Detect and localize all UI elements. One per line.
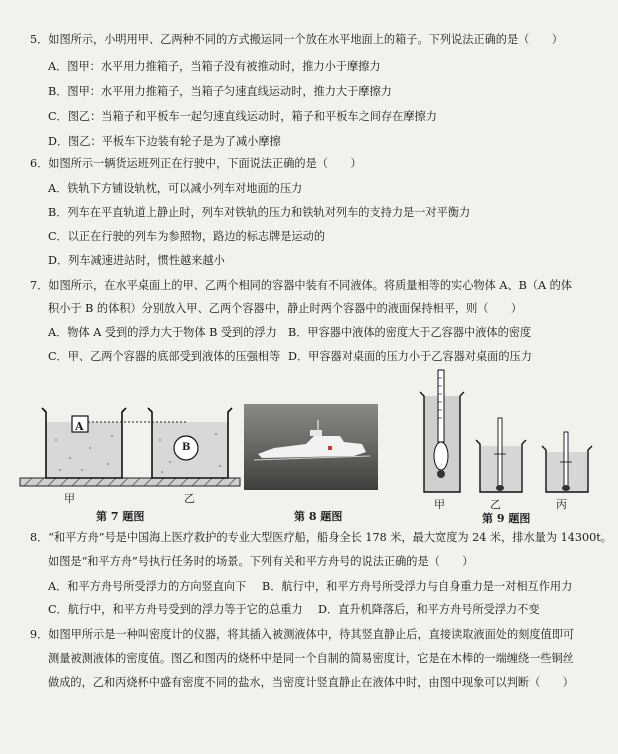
- q6-option-c: C．以正在行驶的列车为参照物，路边的标志牌是运动的: [48, 230, 326, 243]
- q7-option-a: A．物体 A 受到的浮力大于物体 B 受到的浮力: [48, 326, 277, 339]
- figure-9-densimeters: [412, 370, 608, 500]
- q6-option-b: B．列车在平直轨道上静止时，列车对铁轨的压力和铁轨对列车的支持力是一对平衡力: [48, 206, 471, 219]
- q6-option-d: D．列车减速进站时，惯性越来越小: [48, 254, 225, 267]
- q8-option-a: A．和平方舟号所受浮力的方向竖直向下: [48, 580, 247, 593]
- q7-option-c: C．甲、乙两个容器的底部受到液体的压强相等: [48, 350, 281, 363]
- figure-7-beakers: [20, 400, 240, 495]
- fig9-label-yi: 乙: [490, 498, 501, 511]
- q9-line3: 做成的，乙和丙烧杯中盛有密度不同的盐水，当密度计竖直静止在液体中时，由图中现象可以判断（ ）: [48, 676, 574, 689]
- fig9-label-bing: 丙: [556, 498, 567, 511]
- fig7-caption: 第 7 题图: [96, 510, 145, 523]
- q7-option-d: D．甲容器对桌面的压力小于乙容器对桌面的压力: [288, 350, 532, 363]
- q7-stem-line2: 积小于 B 的体积）分别放入甲、乙两个容器中，静止时两个容器中的液面保持相平，则（ ）: [48, 302, 523, 315]
- fig8-caption: 第 8 题图: [294, 510, 343, 523]
- q9-line1: 9．如图甲所示是一种叫密度计的仪器，将其插入被测液体中，待其竖直静止后，直接读取液面处的刻度值即可: [30, 628, 575, 641]
- fig9-caption: 第 9 题图: [482, 512, 531, 525]
- q5-stem: 5．如图所示，小明用甲、乙两种不同的方式搬运同一个放在水平地面上的箱子。下列说法正确的是（ ）: [30, 33, 563, 46]
- q8-option-b: B．航行中，和平方舟号所受浮力与自身重力是一对相互作用力: [262, 580, 573, 593]
- q8-option-d: D．直升机降落后，和平方舟号所受浮力不变: [318, 603, 540, 616]
- q6-option-a: A．铁轨下方铺设轨枕，可以减小列车对地面的压力: [48, 182, 303, 195]
- q7-option-b: B．甲容器中液体的密度大于乙容器中液体的密度: [288, 326, 532, 339]
- fig7-label-yi: 乙: [184, 492, 195, 505]
- hospital-ship-photo: [244, 404, 378, 490]
- fig9-label-jia: 甲: [434, 498, 445, 511]
- fig7-label-a: A: [75, 420, 84, 433]
- q8-option-c: C．航行中，和平方舟号受到的浮力等于它的总重力: [48, 603, 303, 616]
- fig7-label-jia: 甲: [64, 492, 75, 505]
- q5-option-d: D．图乙：平板车下边装有轮子是为了减小摩擦: [48, 135, 281, 148]
- q8-stem-line1: 8．“和平方舟”号是中国海上医疗救护的专业大型医疗船，船身全长 178 米，最大宽度为 24 米，排水量为 14300t。: [30, 531, 612, 544]
- fig7-label-b: B: [182, 442, 191, 453]
- q5-option-b: B．图甲：水平用力推箱子，当箱子匀速直线运动时，推力大于摩擦力: [48, 85, 392, 98]
- q9-line2: 测量被测液体的密度值。图乙和图丙的烧杯中是同一个自制的简易密度计，它是在木棒的一端缠绕一些铜丝: [48, 652, 574, 665]
- q5-option-c: C．图乙：当箱子和平板车一起匀速直线运动时，箱子和平板车之间存在摩擦力: [48, 110, 437, 123]
- q8-stem-line2: 如图是“和平方舟”号执行任务时的场景。下列有关和平方舟号的说法正确的是（ ）: [48, 555, 474, 568]
- q6-stem: 6．如图所示一辆货运班列正在行驶中，下面说法正确的是（ ）: [30, 157, 362, 170]
- q7-stem-line1: 7．如图所示，在水平桌面上的甲、乙两个相同的容器中装有不同液体。将质量相等的实心物体 A、B（A 的体: [30, 279, 573, 292]
- q5-option-a: A．图甲：水平用力推箱子，当箱子没有被推动时，推力小于摩擦力: [48, 60, 381, 73]
